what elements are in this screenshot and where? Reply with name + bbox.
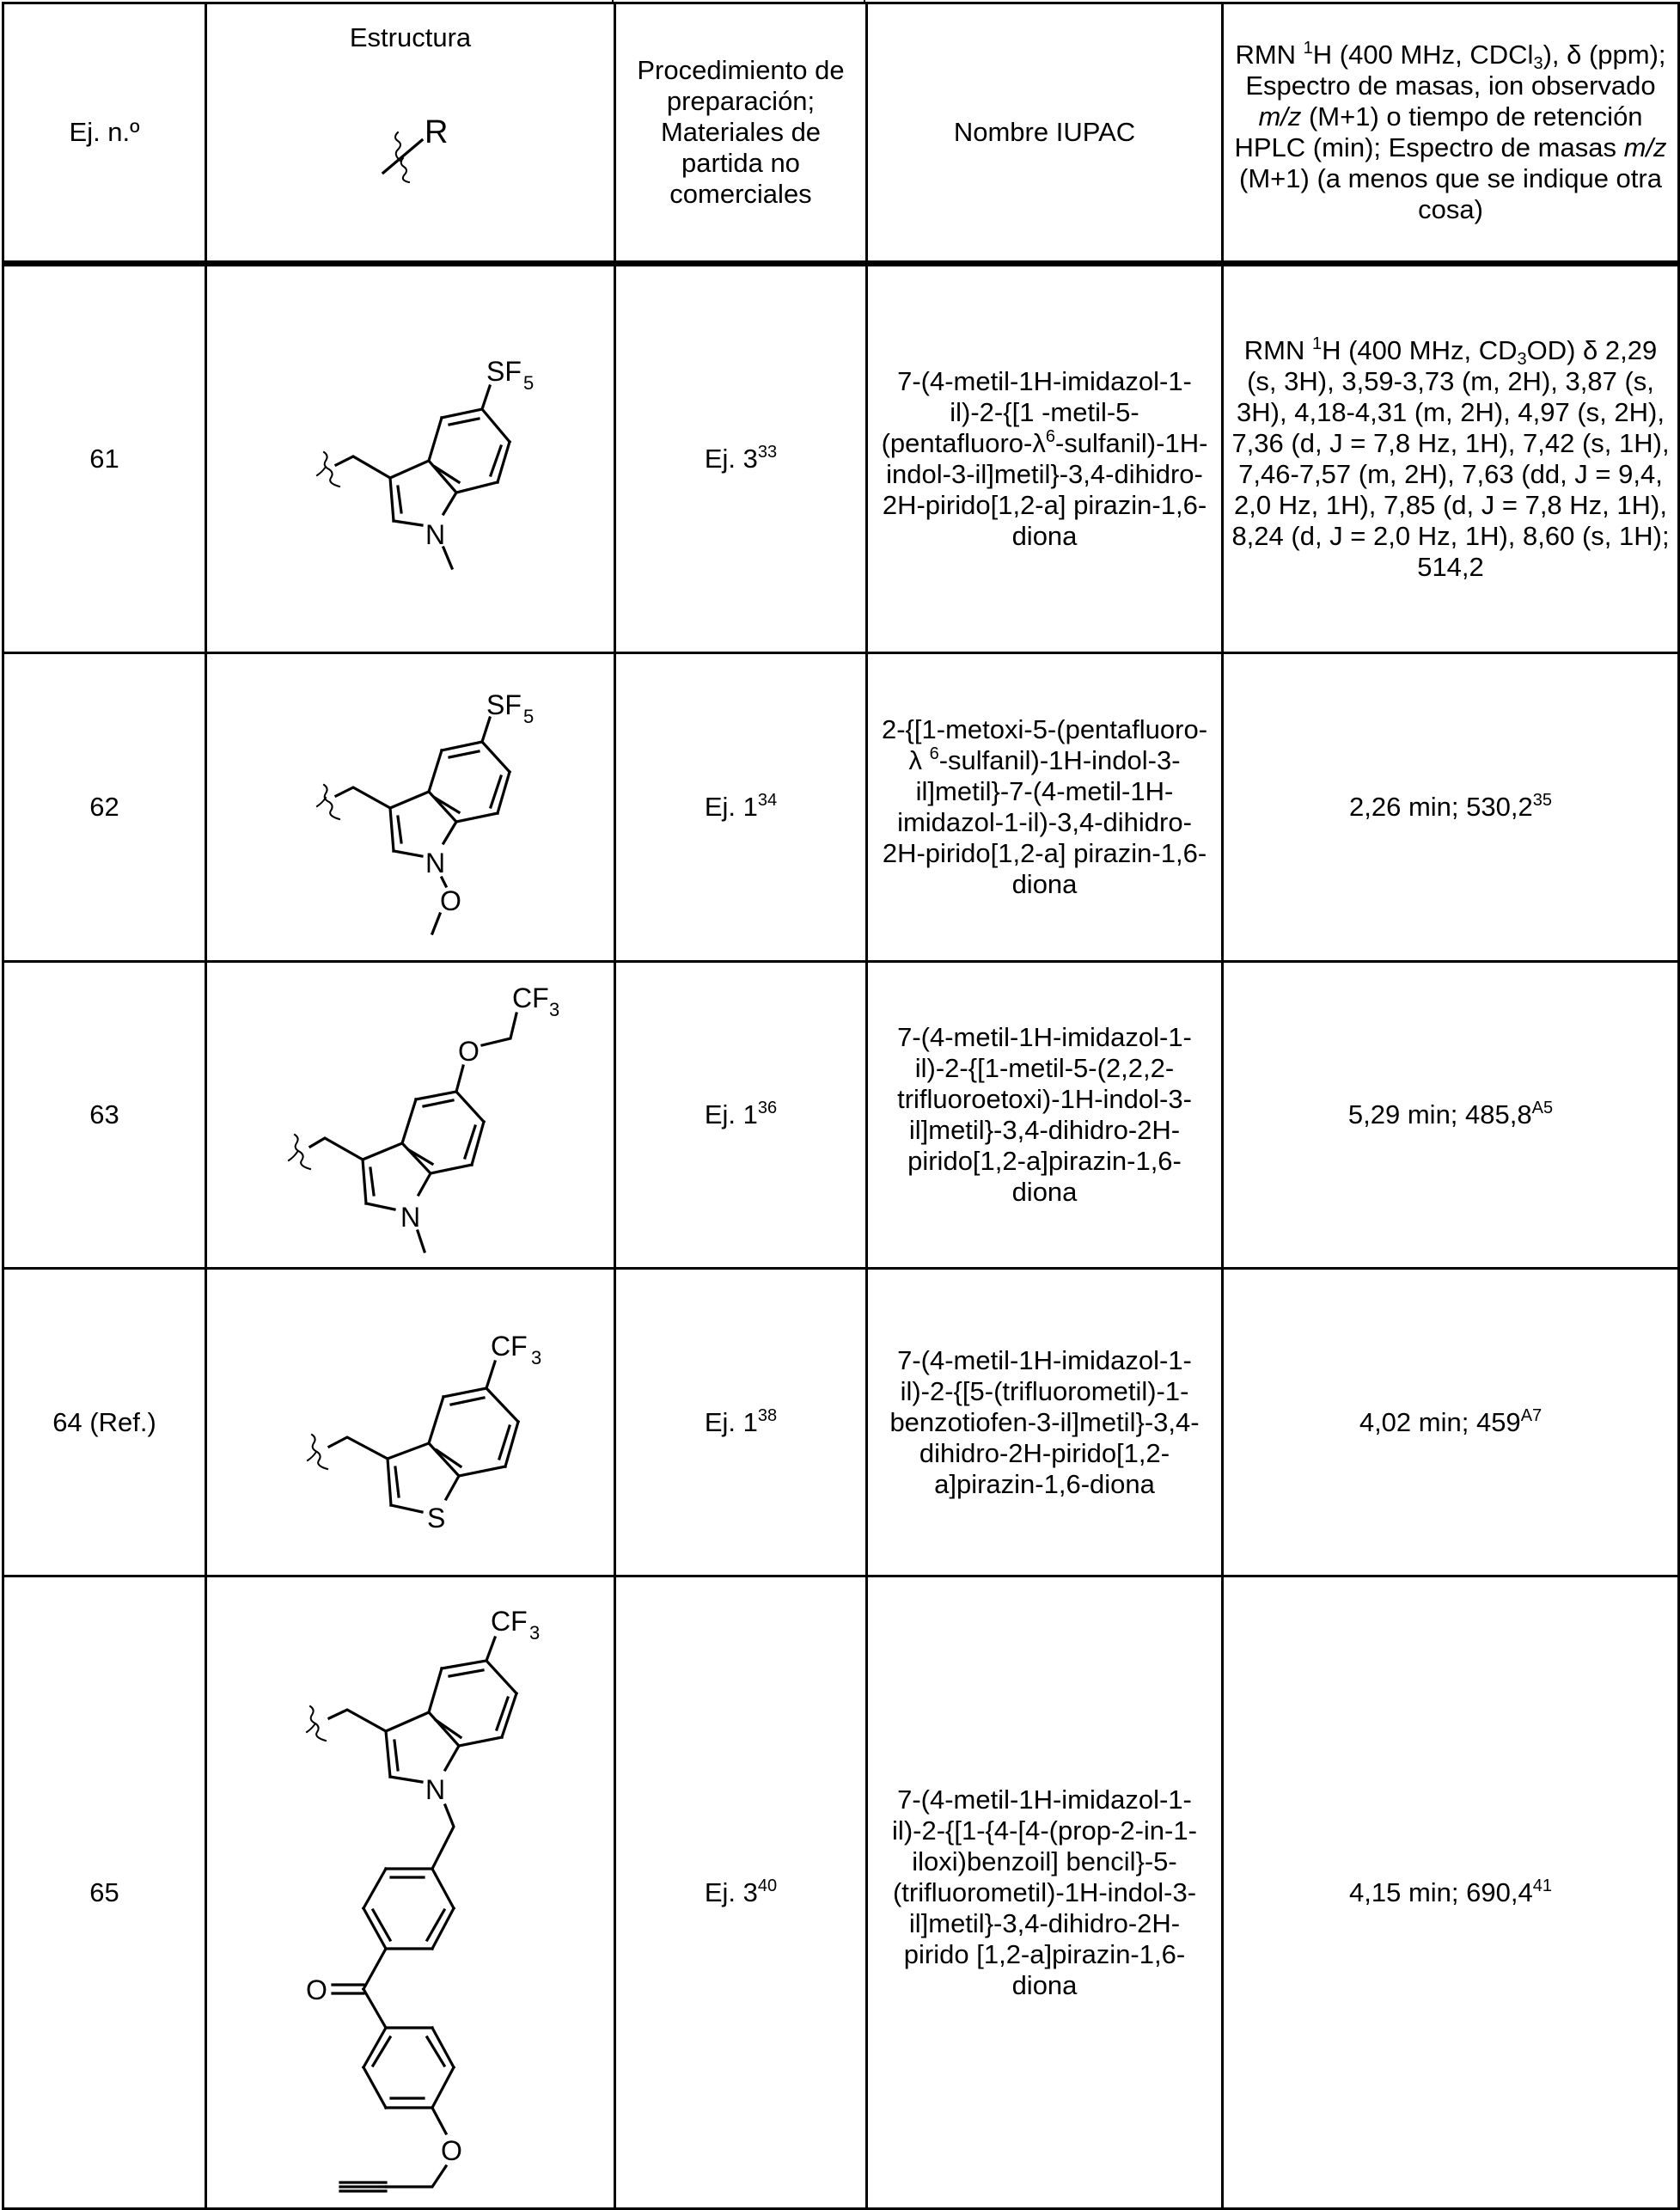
benzothiophene-cf3-structure-icon bbox=[207, 1271, 616, 1574]
nmr-ms-data: 4,02 min; $459^{A7}$ bbox=[1223, 1269, 1679, 1576]
svg-text:O: O bbox=[306, 1974, 327, 2005]
table-row bbox=[3, 1576, 1679, 2209]
indole-sf5-n-methyl-structure-icon bbox=[207, 267, 616, 652]
procedure-cell: Ej. $1^{36}$ bbox=[615, 962, 867, 1269]
svg-text:N: N bbox=[425, 847, 446, 878]
svg-text:N: N bbox=[400, 1201, 421, 1233]
structure-drawing bbox=[206, 962, 615, 1269]
iupac-name: 7-(4-metil-1H-imidazol-1-il)-2-{[1-{4-[4-(prop-2-in-1-iloxi)benzoil] bencil}-5-(trifluorometil)-1H-indol-3-il]metil}-3,4-dihidro-2H-pirido [1,2-a]pirazin-1,6-diona bbox=[867, 1576, 1223, 2209]
iupac-name: 7-(4-metil-1H-imidazol-1-il)-2-{[1-metil-5-(2,2,2-trifluoroetoxi)-1H-indol-3-il]metil}-3,4-dihidro-2H-pirido[1,2-a]pirazin-1,6-diona bbox=[867, 962, 1223, 1269]
svg-text:CF: CF bbox=[512, 982, 549, 1013]
example-number: 65 bbox=[3, 1576, 206, 2209]
svg-text:N: N bbox=[425, 518, 446, 550]
svg-text:SF: SF bbox=[486, 355, 522, 387]
svg-text:S: S bbox=[427, 1502, 446, 1534]
header-structure-label: Estructura bbox=[349, 21, 472, 52]
header-row bbox=[3, 3, 1679, 264]
example-number: 61 bbox=[3, 264, 206, 653]
nmr-ms-data: 5,29 min; $485,8^{A5}$ bbox=[1223, 962, 1679, 1269]
wavy-bond-r-icon bbox=[207, 5, 616, 260]
iupac-name: 2-{[1-metoxi-5-(pentafluoro-λ $^6$-sulfanil)-1H-indol-3-il]metil}-7-(4-metil-1H-imidazol-1-il)-3,4-dihidro-2H-pirido[1,2-a] pirazin-1,6-diona bbox=[867, 653, 1223, 962]
svg-text:3: 3 bbox=[529, 1621, 541, 1644]
table-row bbox=[3, 653, 1679, 962]
svg-text:5: 5 bbox=[523, 371, 535, 394]
svg-text:3: 3 bbox=[549, 998, 560, 1020]
procedure-cell: Ej. $3^{33}$ bbox=[615, 264, 867, 653]
nmr-ms-data: 2,26 min; 530,2$^{35}$ bbox=[1223, 653, 1679, 962]
table-row bbox=[3, 264, 1679, 653]
svg-text:R: R bbox=[425, 113, 449, 150]
header-iupac: Nombre IUPAC bbox=[867, 3, 1223, 264]
svg-text:5: 5 bbox=[523, 705, 535, 727]
header-nmr-ms: RMN $^1$H (400 MHz, CDCl$_3$), δ (ppm); Espectro de masas, ion observado m/z (M+1) o tiempo de retención HPLC (min); Espectro de masas m/z (M+1) (a menos que se indique otra cosa) bbox=[1223, 3, 1679, 264]
svg-text:SF: SF bbox=[486, 689, 522, 720]
svg-text:N: N bbox=[425, 1773, 446, 1805]
header-structure bbox=[206, 3, 615, 264]
svg-text:3: 3 bbox=[531, 1346, 542, 1368]
header-procedure: Procedimiento de preparación; Materiales de partida no comerciales bbox=[615, 3, 867, 264]
example-number: 63 bbox=[3, 962, 206, 1269]
indole-sf5-n-methoxy-structure-icon bbox=[207, 656, 616, 959]
structure-drawing bbox=[206, 1576, 615, 2209]
structure-drawing bbox=[206, 1269, 615, 1576]
structure-drawing bbox=[206, 653, 615, 962]
indole-benzophenone-propargyl-structure-icon bbox=[207, 1579, 616, 2207]
structure-drawing bbox=[206, 264, 615, 653]
procedure-cell: Ej. $1^{38}$ bbox=[615, 1269, 867, 1576]
svg-text:O: O bbox=[440, 885, 461, 916]
nmr-ms-data: 4,15 min; 690,4$^{41}$ bbox=[1223, 1576, 1679, 2209]
svg-text:CF: CF bbox=[491, 1605, 528, 1637]
iupac-name: 7-(4-metil-1H-imidazol-1-il)-2-{[1 $-metil-5-(pentafluoro-\lambda^6-sulfanil)-1H-indol-3-il]metil\}-3,4-dihidro-2H-pirido[1,2-a]$ pirazin-1,6-diona bbox=[867, 264, 1223, 653]
procedure-cell: Ej. $1^{34}$ bbox=[615, 653, 867, 962]
svg-text:O: O bbox=[441, 2134, 462, 2166]
compound-table bbox=[2, 2, 1680, 2210]
procedure-cell: Ej. $3^{40}$ bbox=[615, 1576, 867, 2209]
indole-trifluoroethoxy-structure-icon bbox=[207, 964, 616, 1266]
example-number: 64 (Ref.) bbox=[3, 1269, 206, 1576]
svg-text:O: O bbox=[458, 1035, 480, 1067]
table-row bbox=[3, 962, 1679, 1269]
example-number: 62 bbox=[3, 653, 206, 962]
nmr-ms-data: RMN $^1$H (400 MHz, $CD_3OD$) δ 2,29 (s, 3H), 3,59-3,73 (m, 2H), 3,87 (s, 3H), 4,18-4,31 (m, 2H), 4,97 (s, 2H), 7,36 (d, J = 7,8 Hz, 1H), 7,42 (s, 1H), 7,46-7,57 (m, 2H), 7,63 (dd, J = 9,4, 2,0 Hz, 1H), 7,85 (d, J = 7,8 Hz, 1H), 8,24 (d, J = 2,0 Hz, 1H), 8,60 (s, 1H); 514,2 bbox=[1223, 264, 1679, 653]
header-example-no: Ej. n.º bbox=[3, 3, 206, 264]
iupac-name: 7-(4-metil-1H-imidazol-1-il)-2-{[5-(trifluorometil)-1-benzotiofen-3-il]metil}-3,4-dihidro-2H-pirido[1,2-a]pirazin-1,6-diona bbox=[867, 1269, 1223, 1576]
table-row bbox=[3, 1269, 1679, 1576]
svg-text:CF: CF bbox=[491, 1330, 528, 1362]
